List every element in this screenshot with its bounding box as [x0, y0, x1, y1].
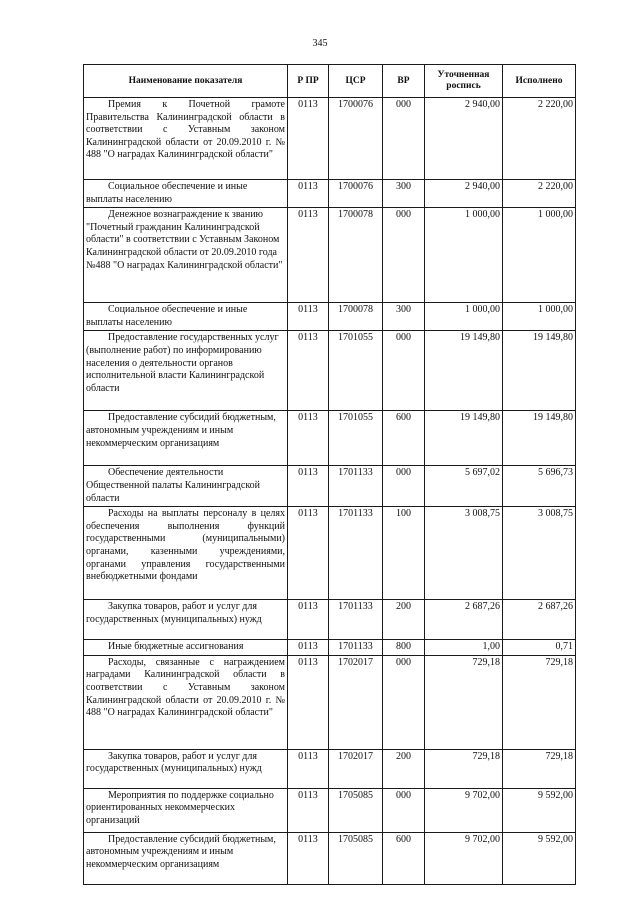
row-csr: 1700078 — [329, 303, 383, 331]
row-done: 2 687,26 — [503, 600, 576, 640]
row-done: 19 149,80 — [503, 411, 576, 466]
row-name: Денежное вознаграждение к званию "Почетный гражданин Калининградской области" в соответствии с Уставным Законом Калининградской области от 20.09.2010 года №488 "О наградах Калининградской области" — [84, 208, 288, 303]
row-name: Иные бюджетные ассигнования — [84, 640, 288, 656]
row-csr: 1702017 — [329, 749, 383, 788]
row-rpr: 0113 — [288, 507, 329, 600]
row-done: 19 149,80 — [503, 331, 576, 411]
row-csr: 1700076 — [329, 180, 383, 208]
page-number: 345 — [312, 38, 328, 49]
row-rpr: 0113 — [288, 208, 329, 303]
row-rpr: 0113 — [288, 331, 329, 411]
table-row — [84, 655, 576, 749]
row-name: Социальное обеспечение и иные выплаты населению — [84, 303, 288, 331]
row-name: Расходы на выплаты персоналу в целях обеспечения выполнения функций государственными (муниципальными) органами, казенными учреждениями, органами управления государственными внебюджетными фондами — [84, 507, 288, 600]
row-plan: 1 000,00 — [425, 303, 503, 331]
row-plan: 3 008,75 — [425, 507, 503, 600]
row-vr: 200 — [383, 749, 425, 788]
row-vr: 000 — [383, 98, 425, 180]
row-vr: 100 — [383, 507, 425, 600]
row-rpr: 0113 — [288, 655, 329, 749]
table-header-row — [84, 65, 576, 98]
header-done: Исполнено — [503, 65, 576, 98]
row-csr: 1705085 — [329, 832, 383, 884]
row-name: Премия к Почетной грамоте Правительства Калининградской области в соответствии с Уставным законом Калининградской области от 20.09.2010 г. № 488 "О наградах Калининградской области" — [84, 98, 288, 180]
table-row — [84, 208, 576, 303]
row-rpr: 0113 — [288, 411, 329, 466]
row-vr: 200 — [383, 600, 425, 640]
row-done: 729,18 — [503, 655, 576, 749]
row-plan: 9 702,00 — [425, 788, 503, 832]
table-row — [84, 411, 576, 466]
table-row — [84, 507, 576, 600]
header-vr: ВР — [383, 65, 425, 98]
row-plan: 1,00 — [425, 640, 503, 656]
row-plan: 1 000,00 — [425, 208, 503, 303]
row-rpr: 0113 — [288, 600, 329, 640]
row-name: Предоставление государственных услуг (выполнение работ) по информированию населения о деятельности органов исполнительной власти Калининградской области — [84, 331, 288, 411]
row-csr: 1701133 — [329, 600, 383, 640]
row-vr: 800 — [383, 640, 425, 656]
row-name: Социальное обеспечение и иные выплаты населению — [84, 180, 288, 208]
table-row — [84, 331, 576, 411]
header-name: Наименование показателя — [84, 65, 288, 98]
row-rpr: 0113 — [288, 180, 329, 208]
row-csr: 1702017 — [329, 655, 383, 749]
row-done: 1 000,00 — [503, 208, 576, 303]
row-rpr: 0113 — [288, 98, 329, 180]
row-done: 2 220,00 — [503, 98, 576, 180]
row-plan: 2 687,26 — [425, 600, 503, 640]
row-done: 2 220,00 — [503, 180, 576, 208]
row-csr: 1701133 — [329, 640, 383, 656]
row-rpr: 0113 — [288, 788, 329, 832]
row-name: Обеспечение деятельности Общественной палаты Калининградской области — [84, 466, 288, 507]
row-vr: 000 — [383, 655, 425, 749]
row-plan: 729,18 — [425, 749, 503, 788]
row-done: 3 008,75 — [503, 507, 576, 600]
header-rpr: Р ПР — [288, 65, 329, 98]
row-done: 9 592,00 — [503, 832, 576, 884]
row-csr: 1700076 — [329, 98, 383, 180]
table-row — [84, 640, 576, 656]
row-csr: 1700078 — [329, 208, 383, 303]
row-rpr: 0113 — [288, 303, 329, 331]
row-name: Предоставление субсидий бюджетным, автономным учреждениям и иным некоммерческим организациям — [84, 411, 288, 466]
row-plan: 19 149,80 — [425, 411, 503, 466]
table-row — [84, 466, 576, 507]
table-row — [84, 600, 576, 640]
table-row — [84, 749, 576, 788]
row-done: 5 696,73 — [503, 466, 576, 507]
table-row — [84, 832, 576, 884]
row-vr: 000 — [383, 466, 425, 507]
row-done: 729,18 — [503, 749, 576, 788]
header-csr: ЦСР — [329, 65, 383, 98]
row-name: Предоставление субсидий бюджетным, автономным учреждениям и иным некоммерческим организациям — [84, 832, 288, 884]
row-csr: 1701133 — [329, 466, 383, 507]
row-plan: 19 149,80 — [425, 331, 503, 411]
table-row — [84, 788, 576, 832]
row-rpr: 0113 — [288, 640, 329, 656]
row-csr: 1705085 — [329, 788, 383, 832]
row-name: Закупка товаров, работ и услуг для государственных (муниципальных) нужд — [84, 749, 288, 788]
row-vr: 300 — [383, 180, 425, 208]
row-done: 0,71 — [503, 640, 576, 656]
row-plan: 2 940,00 — [425, 180, 503, 208]
row-done: 1 000,00 — [503, 303, 576, 331]
row-name: Закупка товаров, работ и услуг для государственных (муниципальных) нужд — [84, 600, 288, 640]
table-row — [84, 180, 576, 208]
row-plan: 5 697,02 — [425, 466, 503, 507]
row-vr: 000 — [383, 208, 425, 303]
row-csr: 1701055 — [329, 411, 383, 466]
budget-table — [83, 64, 576, 885]
row-vr: 000 — [383, 331, 425, 411]
row-plan: 729,18 — [425, 655, 503, 749]
row-rpr: 0113 — [288, 466, 329, 507]
row-name: Расходы, связанные с награждением наградами Калининградской области в соответствии с Уставным законом Калининградской области от 20.09.2010 г. № 488 "О наградах Калининградской области" — [84, 655, 288, 749]
row-rpr: 0113 — [288, 832, 329, 884]
row-done: 9 592,00 — [503, 788, 576, 832]
row-csr: 1701055 — [329, 331, 383, 411]
header-plan: Уточненная роспись — [425, 65, 503, 98]
table-row — [84, 303, 576, 331]
row-plan: 2 940,00 — [425, 98, 503, 180]
row-rpr: 0113 — [288, 749, 329, 788]
row-name: Мероприятия по поддержке социально ориентированных некоммерческих организаций — [84, 788, 288, 832]
row-plan: 9 702,00 — [425, 832, 503, 884]
row-vr: 600 — [383, 411, 425, 466]
row-vr: 000 — [383, 788, 425, 832]
row-vr: 300 — [383, 303, 425, 331]
table-row — [84, 98, 576, 180]
row-csr: 1701133 — [329, 507, 383, 600]
row-vr: 600 — [383, 832, 425, 884]
